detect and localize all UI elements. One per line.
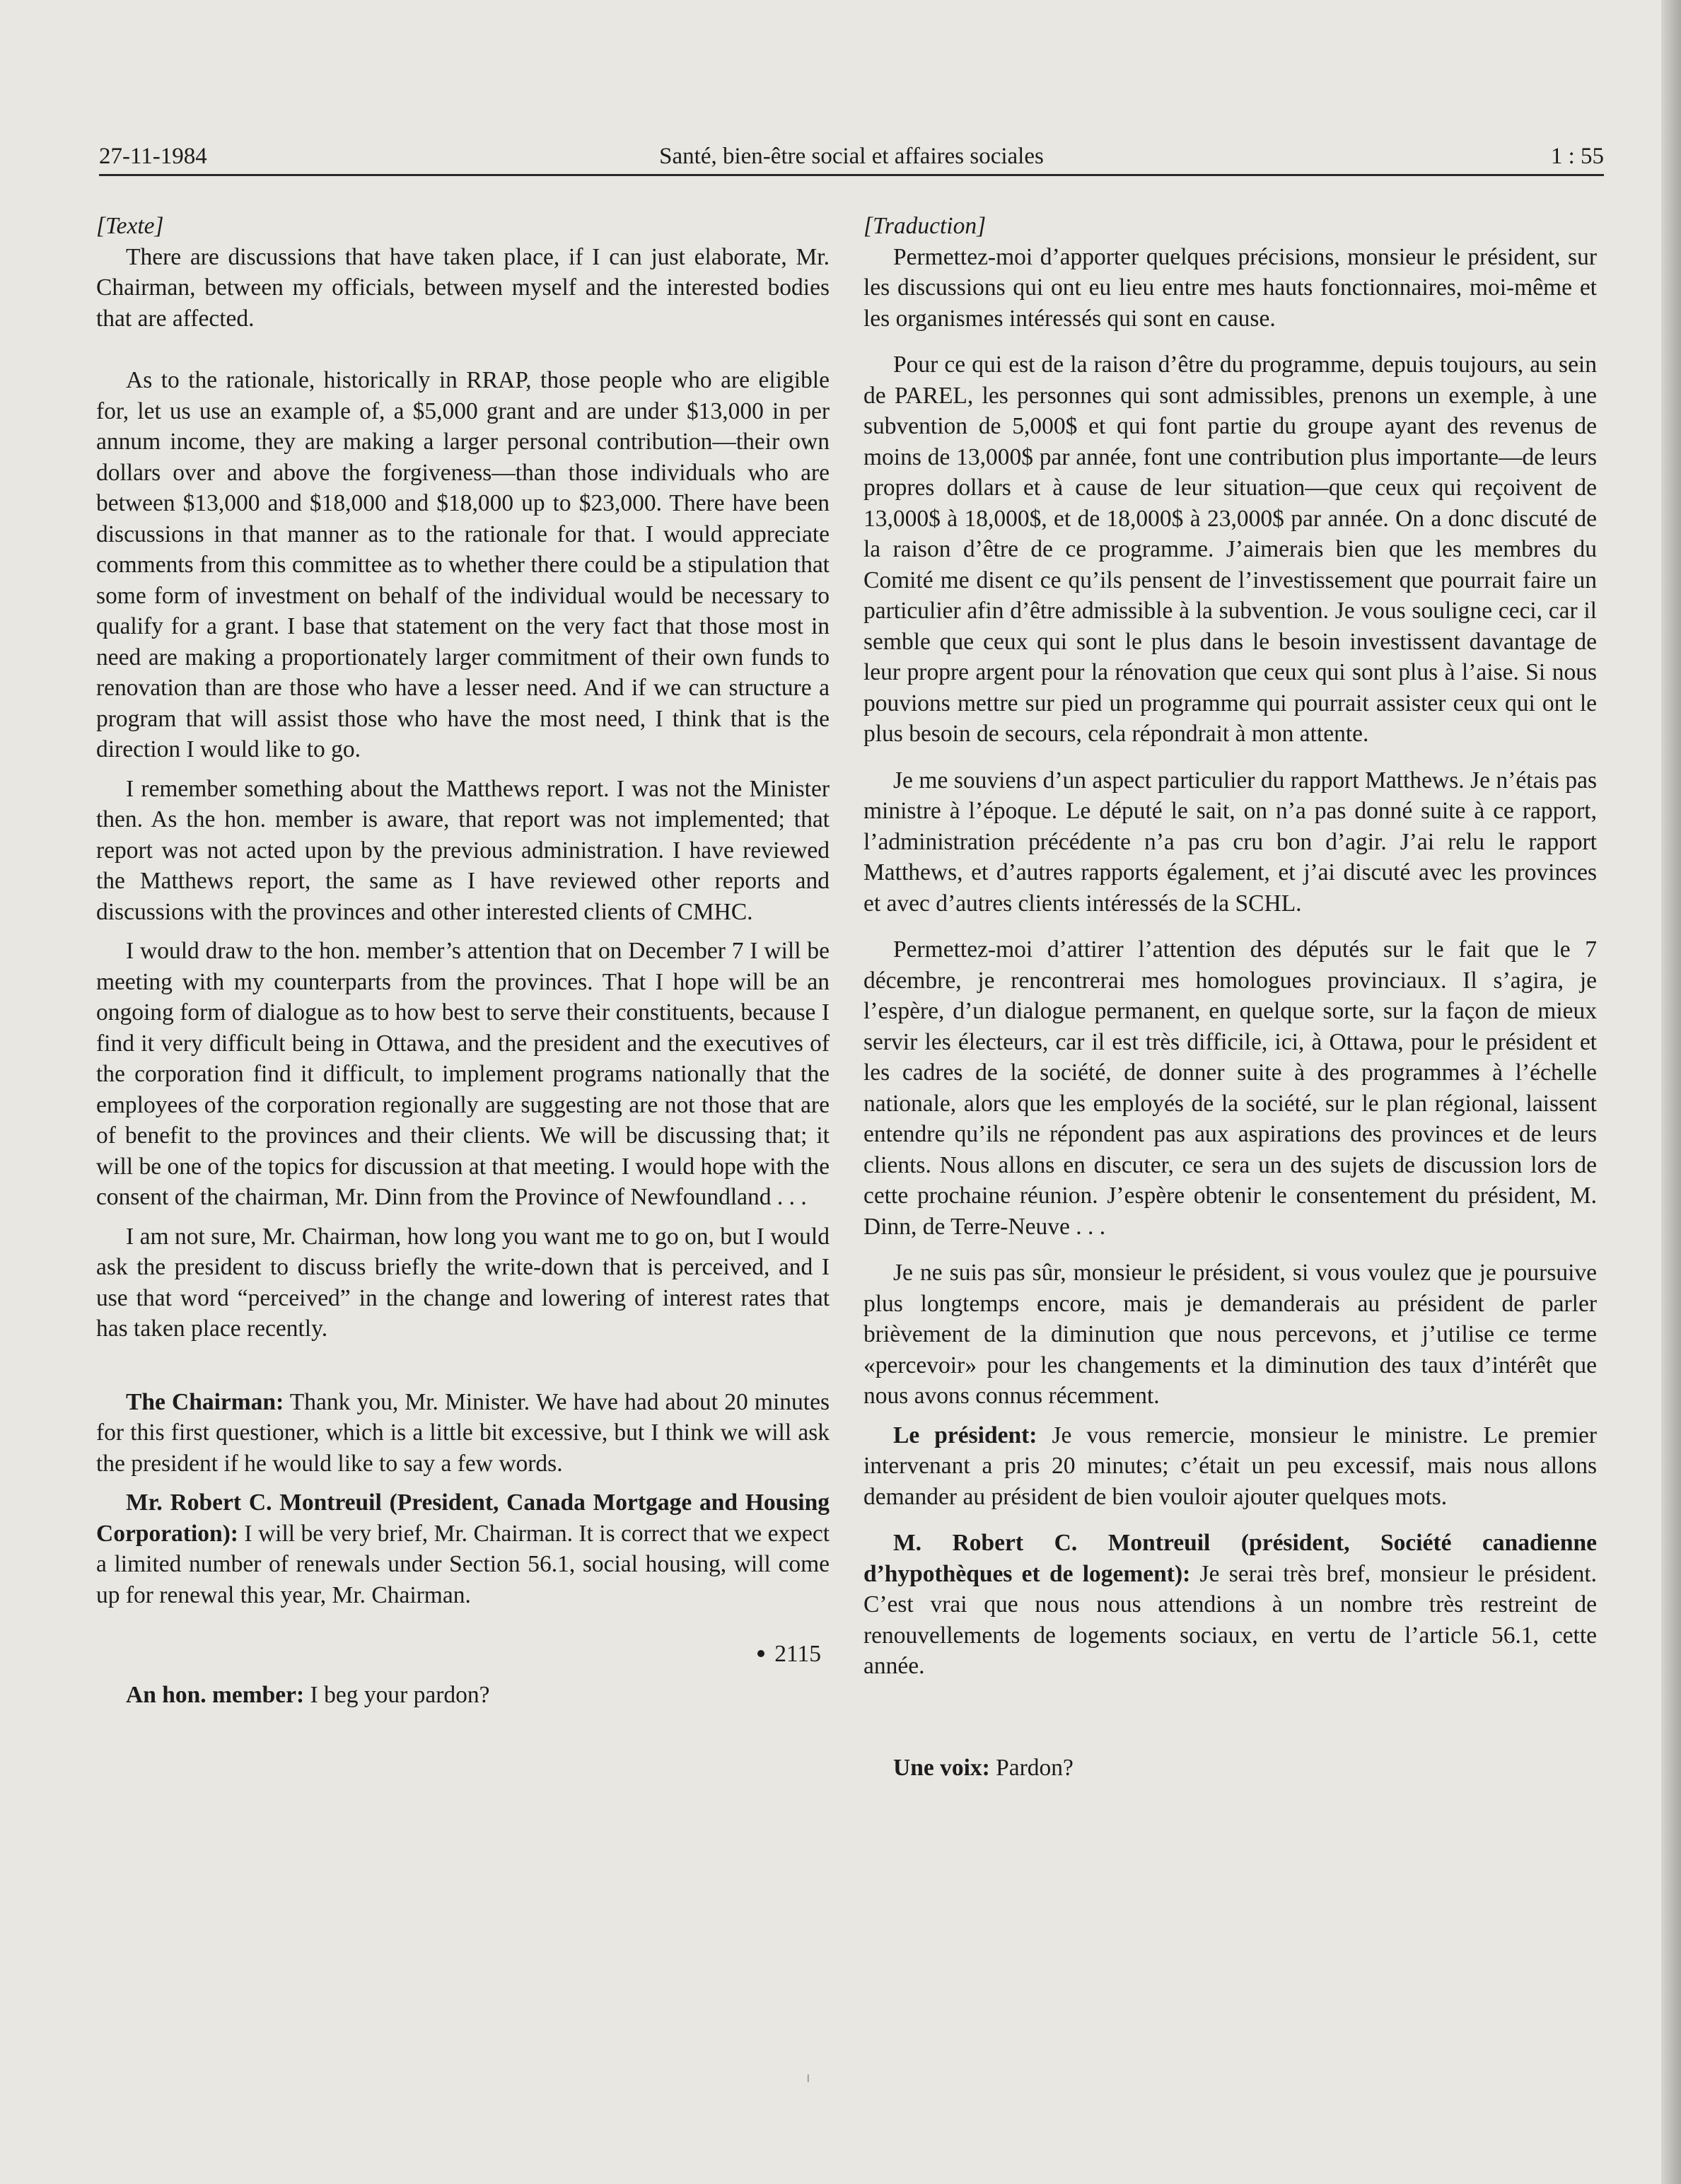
- page-edge-shadow: [1661, 0, 1681, 2184]
- member-text: I beg your pardon?: [304, 1681, 490, 1708]
- paragraphe-2: Pour ce qui est de la raison d’être du programme, depuis toujours, au sein de PAREL, les personnes qui sont admissibles, prenons un exemple, à une subvention de 5,000$ et qui font partie du groupe ayant des revenus de moins de 13,000$ par année, font une contribution plus importante—de leurs propres dollars et à cause de leur situation—que ceux qui reçoivent de 13,000$ à 18,000$, et de 18,000$ à 23,000$ par année. On a donc discuté de la raison d’être de ce programme. J’aimerais bien que les membres du Comité me disent ce qu’ils pensent de l’investissement que pourrait faire un particulier afin d’être admissible à la subvention. Je vous souligne ceci, car il semble que ceux qui sont le plus dans le besoin investissent davantage de leur propre argent pour la rénovation que ceux qui sont plus à l’aise. Si nous pouvions mettre sur pied un programme qui pourrait assister ceux qui ont le plus besoin de secours, cela répondrait à mon attente.: [863, 352, 1597, 747]
- montreuil-statement-fr: [863, 1528, 1597, 1682]
- speaker-montreuil-fr: M. Robert C. Montreuil (président, Société canadienne d’hypothèques et de logement):: [863, 1530, 1597, 1587]
- president-statement: [863, 1420, 1597, 1513]
- paragraphe-5: Je ne suis pas sûr, monsieur le président, si vous voulez que je poursuive plus longtemps encore, mais je demanderais au président de parler brièvement de la diminution que nous percevons, et j’utilise ce terme «percevoir» pour les changements et la diminution des taux d’intérêt que nous avons connus récemment.: [863, 1260, 1597, 1409]
- paragraph-5: I am not sure, Mr. Chairman, how long you want me to go on, but I would ask the president to discuss briefly the write-down that is perceived, and I use that word “perceived” in the change and lowering of interest rates that has taken place recently.: [96, 1223, 830, 1342]
- paragraphe-4: Permettez-moi d’attirer l’attention des députés sur le fait que le 7 décembre, je rencontrerai mes homologues provinciaux. Il s’agira, je l’espère, d’un dialogue permanent, en quelque sorte, sur la façon de mieux servir les électeurs, car il est très difficile, ici, à Ottawa, pour le président et les cadres de la société, de donner suite à des programmes à l’échelle nationale, alors que les employés de la société, sur le plan régional, laissent entendre qu’ils ne répondent pas aux aspirations des provinces et de leurs clients. Nous allons en discuter, ce sera un des sujets de discussion lors de cette prochaine réunion. J’espère obtenir le consentement du président, M. Dinn, de Terre-Neuve . . .: [863, 936, 1597, 1240]
- section-tag-label: Texte: [105, 213, 155, 239]
- english-column: [96, 211, 830, 1710]
- time-value: 2115: [774, 1641, 821, 1667]
- voix-statement: [863, 1753, 1597, 1784]
- header-page-number: 1 : 55: [1550, 144, 1604, 169]
- speaker-une-voix: Une voix:: [893, 1754, 990, 1781]
- section-tag-texte: [Texte]: [96, 213, 164, 239]
- montreuil-text: I will be very brief, Mr. Chairman. It is correct that we expect a limited number of renewals under Section 56.1, social housing, will come up for renewal this year, Mr. Chairman.: [96, 1520, 830, 1608]
- paragraphe-3: Je me souviens d’un aspect particulier du rapport Matthews. Je n’étais pas ministre à l’époque. Le député le sait, on n’a pas donné suite à ce rapport, l’administration précédente n’a pas cru bon d’agir. J’ai relu le rapport Matthews, et d’autres rapports également, et j’ai discuté avec les provinces et avec d’autres clients intéressés de la SCHL.: [863, 767, 1597, 917]
- montreuil-text-fr: Je serai très bref, monsieur le président. C’est vrai que nous nous attendions à un nombre très restreint de renouvellements de logements sociaux, en vertu de l’article 56.1, cette année.: [863, 1560, 1597, 1679]
- page-header: [99, 139, 1604, 176]
- president-text: Je vous remercie, monsieur le ministre. Le premier intervenant a pris 20 minutes; c’était un peu excessif, mais nous allons demander au président de bien vouloir ajouter quelques mots.: [863, 1422, 1598, 1510]
- time-marker: [96, 1639, 830, 1670]
- voix-text: Pardon?: [989, 1754, 1074, 1781]
- pencil-mark: ı: [806, 2069, 810, 2086]
- speaker-chairman: The Chairman:: [126, 1388, 284, 1415]
- section-tag-label: Traduction: [873, 213, 977, 239]
- speaker-hon-member: An hon. member:: [126, 1681, 305, 1708]
- bullet-icon: [757, 1650, 764, 1657]
- montreuil-statement: [96, 1487, 830, 1610]
- french-column: [863, 211, 1597, 1783]
- paragraph-2: As to the rationale, historically in RRAP, those people who are eligible for, let us use an example of, a $5,000 grant and are under $13,000 in per annum income, they are making a larger personal contribution—their own dollars over and above the forgiveness—than those individuals who are between $13,000 and $18,000 and $18,000 up to $23,000. There have been discussions in that manner as to the rationale for that. I would appreciate comments from this committee as to whether there could be a stipulation that some form of investment on behalf of the individual would be necessary to qualify for a grant. I base that statement on the very fact that those most in need are making a proportionately larger commitment of their own funds to renovation than are those who have a lesser need. And if we can structure a program that will assist those who have the most need, I think that is the direction I would like to go.: [96, 367, 830, 762]
- chairman-statement: [96, 1387, 830, 1480]
- member-statement: [96, 1680, 830, 1711]
- header-date: 27-11-1984: [99, 144, 207, 169]
- paragraphe-1: Permettez-moi d’apporter quelques précisions, monsieur le président, sur les discussions qui ont eu lieu entre mes hauts fonctionnaires, moi-même et les organismes intéressés qui sont en cause.: [863, 243, 1597, 332]
- paragraph-3: I remember something about the Matthews report. I was not the Minister then. As the hon. member is aware, that report was not implemented; that report was not acted upon by the previous administration. I have reviewed the Matthews report, the same as I have reviewed other reports and discussions with the provinces and other interested clients of CMHC.: [96, 775, 830, 925]
- section-tag-traduction: [Traduction]: [863, 213, 987, 239]
- chairman-text: Thank you, Mr. Minister. We have had about 20 minutes for this first questioner, which is a little bit excessive, but I think we will ask the president if he would like to say a few words.: [96, 1388, 830, 1477]
- paragraph-4: I would draw to the hon. member’s attention that on December 7 I will be meeting with my counterparts from the provinces. That I hope will be an ongoing form of dialogue as to how best to serve their constituents, because I find it very difficult being in Ottawa, and the president and the executives of the corporation find it difficult, to implement programs nationally that the employees of the corporation regionally are suggesting are not those that are of benefit to the provinces and their clients. We will be discussing that; it will be one of the topics for discussion at that meeting. I would hope with the consent of the chairman, Mr. Dinn from the Province of Newfoundland . . .: [96, 938, 830, 1210]
- paragraph-1: There are discussions that have taken place, if I can just elaborate, Mr. Chairman, between my officials, between myself and the interested bodies that are affected.: [96, 243, 830, 332]
- speaker-le-president: Le président:: [893, 1422, 1037, 1448]
- speaker-montreuil: Mr. Robert C. Montreuil (President, Canada Mortgage and Housing Corporation):: [96, 1489, 830, 1547]
- header-title: Santé, bien-être social et affaires sociales: [659, 144, 1044, 169]
